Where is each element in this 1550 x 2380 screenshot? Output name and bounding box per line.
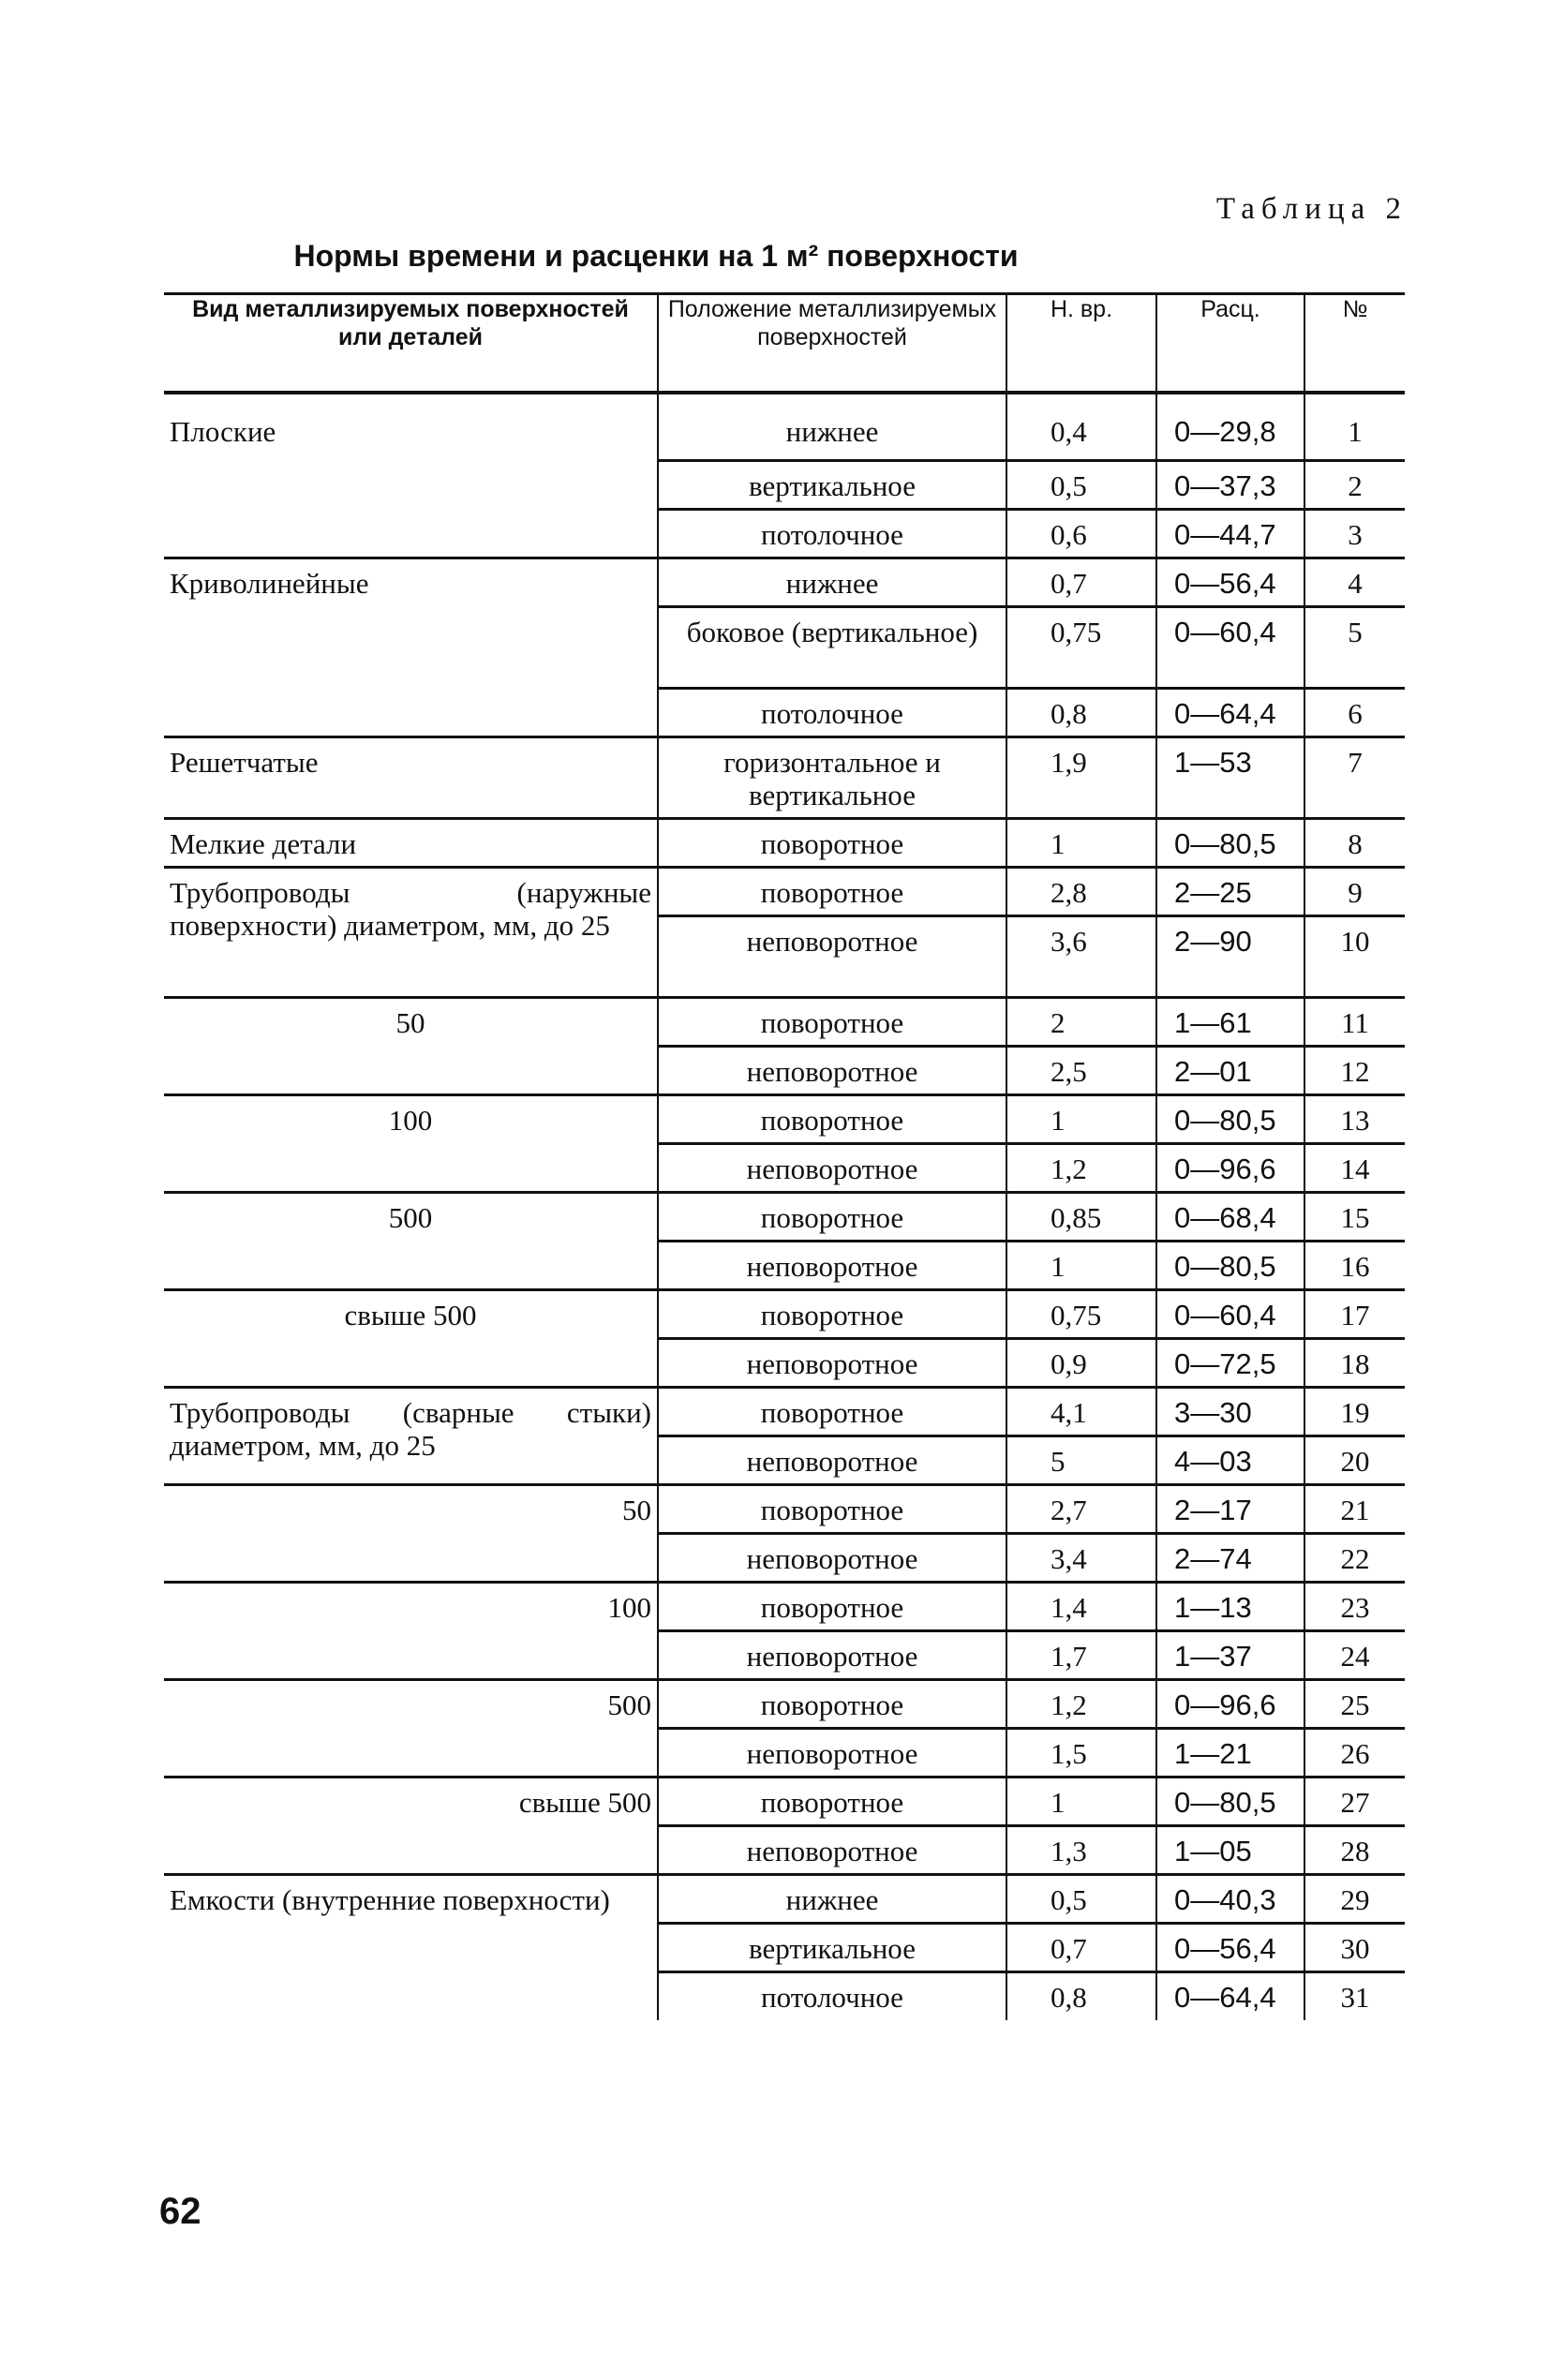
- surface-type: Трубопроводы (наружные поверхности) диаметром, мм, до 25: [164, 867, 658, 997]
- position-cell: неповоротное: [658, 1338, 1006, 1387]
- norm-cell: 0,4: [1006, 393, 1156, 460]
- surface-type: Мелкие детали: [164, 818, 658, 867]
- position-cell: неповоротное: [658, 1728, 1006, 1777]
- rate-cell: 0—96,6: [1156, 1143, 1304, 1192]
- position-cell: потолочное: [658, 1971, 1006, 2020]
- position-cell: поворотное: [658, 1289, 1006, 1338]
- norm-cell: 0,5: [1006, 460, 1156, 509]
- surface-type: Криволинейные: [164, 558, 658, 736]
- row-number: 17: [1304, 1289, 1405, 1338]
- table-row: [164, 1094, 1405, 1143]
- row-number: 6: [1304, 688, 1405, 736]
- header-rate: Расц.: [1156, 294, 1304, 394]
- position-cell: нижнее: [658, 558, 1006, 606]
- position-cell: поворотное: [658, 1094, 1006, 1143]
- norm-cell: 1: [1006, 1777, 1156, 1825]
- norm-cell: 1: [1006, 818, 1156, 867]
- table-body: [164, 393, 1405, 2020]
- norm-cell: 1: [1006, 1094, 1156, 1143]
- row-number: 12: [1304, 1046, 1405, 1094]
- row-number: 31: [1304, 1971, 1405, 2020]
- row-number: 14: [1304, 1143, 1405, 1192]
- surface-type: 500: [164, 1192, 658, 1289]
- rate-cell: 4—03: [1156, 1435, 1304, 1484]
- rate-cell: 0—37,3: [1156, 460, 1304, 509]
- row-number: 23: [1304, 1582, 1405, 1630]
- header-position: Положение металлизируемых поверхностей: [658, 294, 1006, 394]
- norm-cell: 0,85: [1006, 1192, 1156, 1241]
- norm-cell: 0,75: [1006, 606, 1156, 688]
- position-cell: нижнее: [658, 1874, 1006, 1923]
- table-label: Таблица 2: [1215, 192, 1408, 226]
- row-number: 8: [1304, 818, 1405, 867]
- norm-cell: 1,2: [1006, 1143, 1156, 1192]
- rate-cell: 0—80,5: [1156, 818, 1304, 867]
- surface-type: 500: [164, 1679, 658, 1777]
- position-cell: горизонтальное и вертикальное: [658, 736, 1006, 818]
- rate-cell: 0—72,5: [1156, 1338, 1304, 1387]
- row-number: 30: [1304, 1923, 1405, 1971]
- table-row: [164, 1484, 1405, 1533]
- norms-table: [164, 292, 1405, 2020]
- norm-cell: 2: [1006, 997, 1156, 1046]
- header-number: №: [1304, 294, 1405, 394]
- norm-cell: 2,8: [1006, 867, 1156, 915]
- rate-cell: 1—05: [1156, 1825, 1304, 1874]
- rate-cell: 3—30: [1156, 1387, 1304, 1435]
- position-cell: поворотное: [658, 1192, 1006, 1241]
- header-row: [164, 294, 1405, 394]
- rate-cell: 1—53: [1156, 736, 1304, 818]
- position-cell: вертикальное: [658, 1923, 1006, 1971]
- position-cell: неповоротное: [658, 915, 1006, 997]
- norm-cell: 5: [1006, 1435, 1156, 1484]
- surface-type: Плоские: [170, 415, 276, 448]
- surface-type: Решетчатые: [164, 736, 658, 818]
- norm-cell: 0,6: [1006, 509, 1156, 558]
- row-number: 10: [1304, 915, 1405, 997]
- position-cell: неповоротное: [658, 1241, 1006, 1289]
- surface-type: свыше 500: [164, 1289, 658, 1387]
- position-cell: неповоротное: [658, 1046, 1006, 1094]
- rate-cell: 0—40,3: [1156, 1874, 1304, 1923]
- table-row: [164, 1387, 1405, 1435]
- norm-cell: 1: [1006, 1241, 1156, 1289]
- rate-cell: 2—90: [1156, 915, 1304, 997]
- rate-cell: 0—64,4: [1156, 1971, 1304, 2020]
- row-number: 9: [1304, 867, 1405, 915]
- table-row: [164, 1289, 1405, 1338]
- norm-cell: 2,5: [1006, 1046, 1156, 1094]
- position-cell: неповоротное: [658, 1533, 1006, 1582]
- rate-cell: 0—56,4: [1156, 1923, 1304, 1971]
- row-number: 24: [1304, 1630, 1405, 1679]
- row-number: 15: [1304, 1192, 1405, 1241]
- table-row: [164, 1192, 1405, 1241]
- row-number: 26: [1304, 1728, 1405, 1777]
- row-number: 2: [1304, 460, 1405, 509]
- position-cell: поворотное: [658, 997, 1006, 1046]
- rate-cell: 2—25: [1156, 867, 1304, 915]
- rate-cell: 2—74: [1156, 1533, 1304, 1582]
- row-number: 22: [1304, 1533, 1405, 1582]
- norm-cell: 0,75: [1006, 1289, 1156, 1338]
- table-row: [164, 1874, 1405, 1923]
- row-number: 27: [1304, 1777, 1405, 1825]
- surface-type: 100: [164, 1094, 658, 1192]
- header-type: Вид металлизируемых поверхностей или деталей: [164, 294, 658, 394]
- norm-cell: 0,7: [1006, 558, 1156, 606]
- table-row: [164, 1582, 1405, 1630]
- table-row: [164, 1777, 1405, 1825]
- norm-cell: 1,2: [1006, 1679, 1156, 1728]
- surface-type: 50: [164, 997, 658, 1094]
- position-cell: поворотное: [658, 1777, 1006, 1825]
- rate-cell: 0—96,6: [1156, 1679, 1304, 1728]
- norm-cell: 1,9: [1006, 736, 1156, 818]
- norm-cell: 1,5: [1006, 1728, 1156, 1777]
- rate-cell: 0—64,4: [1156, 688, 1304, 736]
- norm-cell: 2,7: [1006, 1484, 1156, 1533]
- norm-cell: 3,6: [1006, 915, 1156, 997]
- position-cell: неповоротное: [658, 1143, 1006, 1192]
- position-cell: боковое (вертикальное): [658, 606, 1006, 688]
- norm-cell: 0,8: [1006, 688, 1156, 736]
- row-number: 19: [1304, 1387, 1405, 1435]
- rate-cell: 0—60,4: [1156, 606, 1304, 688]
- position-cell: вертикальное: [658, 460, 1006, 509]
- row-number: 16: [1304, 1241, 1405, 1289]
- row-number: 3: [1304, 509, 1405, 558]
- row-number: 25: [1304, 1679, 1405, 1728]
- row-number: 4: [1304, 558, 1405, 606]
- norm-cell: 1,4: [1006, 1582, 1156, 1630]
- row-number: 29: [1304, 1874, 1405, 1923]
- position-cell: неповоротное: [658, 1630, 1006, 1679]
- position-cell: поворотное: [658, 1582, 1006, 1630]
- row-number: 18: [1304, 1338, 1405, 1387]
- table-row: [164, 1679, 1405, 1728]
- position-cell: потолочное: [658, 509, 1006, 558]
- surface-type: 100: [164, 1582, 658, 1679]
- rate-cell: 0—68,4: [1156, 1192, 1304, 1241]
- rate-cell: 1—21: [1156, 1728, 1304, 1777]
- position-cell: поворотное: [658, 867, 1006, 915]
- row-number: 11: [1304, 997, 1405, 1046]
- rate-cell: 1—61: [1156, 997, 1304, 1046]
- rate-cell: 0—56,4: [1156, 558, 1304, 606]
- norm-cell: 0,7: [1006, 1923, 1156, 1971]
- table-row: [164, 558, 1405, 606]
- rate-cell: 0—80,5: [1156, 1777, 1304, 1825]
- row-number: 7: [1304, 736, 1405, 818]
- table-row: [164, 997, 1405, 1046]
- position-cell: поворотное: [658, 1484, 1006, 1533]
- table-title: [187, 239, 1125, 274]
- position-cell: поворотное: [658, 818, 1006, 867]
- rate-cell: 1—13: [1156, 1582, 1304, 1630]
- rate-cell: 0—80,5: [1156, 1241, 1304, 1289]
- position-cell: неповоротное: [658, 1825, 1006, 1874]
- norm-cell: 4,1: [1006, 1387, 1156, 1435]
- table-row: [164, 736, 1405, 818]
- rate-cell: 0—60,4: [1156, 1289, 1304, 1338]
- rate-cell: 0—29,8: [1156, 393, 1304, 460]
- surface-type: 50: [164, 1484, 658, 1582]
- position-cell: нижнее: [658, 393, 1006, 460]
- table-row: [164, 818, 1405, 867]
- surface-type: Трубопроводы (сварные стыки) диаметром, мм, до 25: [164, 1387, 658, 1484]
- position-cell: поворотное: [658, 1387, 1006, 1435]
- norm-cell: 1,3: [1006, 1825, 1156, 1874]
- position-cell: поворотное: [658, 1679, 1006, 1728]
- header-norm: Н. вр.: [1006, 294, 1156, 394]
- norm-cell: 0,8: [1006, 1971, 1156, 2020]
- rate-cell: 2—17: [1156, 1484, 1304, 1533]
- position-cell: неповоротное: [658, 1435, 1006, 1484]
- norm-cell: 3,4: [1006, 1533, 1156, 1582]
- position-cell: потолочное: [658, 688, 1006, 736]
- rate-cell: 1—37: [1156, 1630, 1304, 1679]
- surface-type: Емкости (внутренние поверхности): [164, 1874, 658, 2020]
- row-number: 1: [1304, 393, 1405, 460]
- page-number: 62: [159, 2191, 201, 2232]
- row-number: 20: [1304, 1435, 1405, 1484]
- rate-cell: 2—01: [1156, 1046, 1304, 1094]
- row-number: 13: [1304, 1094, 1405, 1143]
- norm-cell: 0,5: [1006, 1874, 1156, 1923]
- rate-cell: 0—44,7: [1156, 509, 1304, 558]
- title-text: Нормы времени и расценки на 1 м² поверхности: [293, 239, 1019, 273]
- norm-cell: 0,9: [1006, 1338, 1156, 1387]
- row-number: 21: [1304, 1484, 1405, 1533]
- row-number: 5: [1304, 606, 1405, 688]
- table-row: [164, 867, 1405, 915]
- norm-cell: 1,7: [1006, 1630, 1156, 1679]
- row-number: 28: [1304, 1825, 1405, 1874]
- rate-cell: 0—80,5: [1156, 1094, 1304, 1143]
- surface-type: свыше 500: [164, 1777, 658, 1874]
- table-row: [164, 393, 1405, 460]
